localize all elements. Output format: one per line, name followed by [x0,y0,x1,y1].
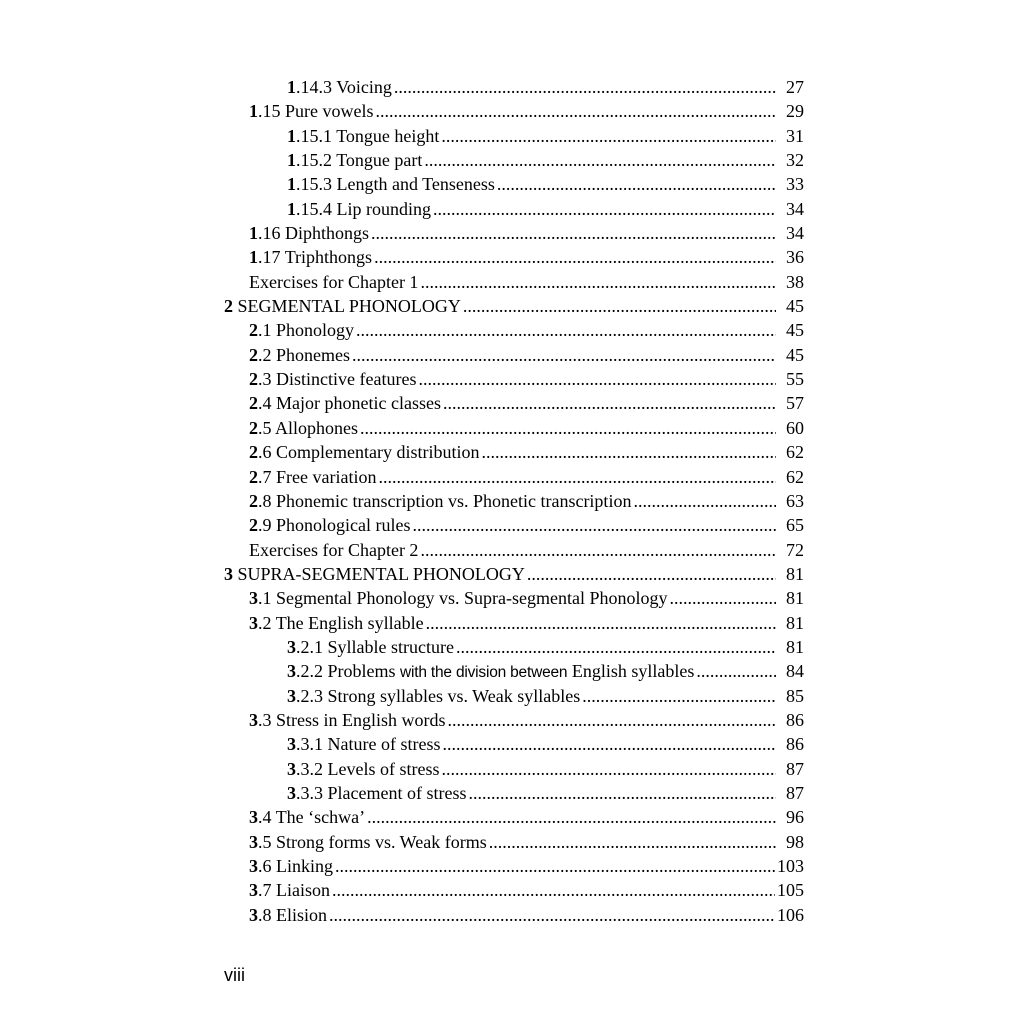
toc-entry-subnumber: .3 [258,369,272,390]
toc-entry [224,148,804,172]
toc-entry-number: 3 [224,563,233,584]
toc-entry-title [249,416,358,440]
toc-entry-text: Stress in English words [276,709,446,730]
toc-entry [224,586,804,610]
toc-entry-title [249,903,327,927]
toc-entry-title [287,148,422,172]
toc-entry-subnumber: .2 [258,344,272,365]
toc-entry-title [287,75,392,99]
toc-entry-subnumber: .2.3 [296,685,323,706]
toc-entry-text-tail: English syllables [567,661,695,682]
toc-entry-subnumber: .3.2 [296,758,323,779]
toc-entry-text: Phonemic transcription vs. Phonetic transcription [276,490,632,511]
toc-entry-page: 45 [786,296,804,317]
toc-entry-text: Allophones [275,417,359,438]
toc-entry-number: 2 [249,417,258,438]
toc-entry-number: 2 [249,466,258,487]
toc-entry-text: Linking [276,856,333,876]
toc-entry-subnumber: .2 [258,612,272,633]
toc-entry-number: 2 [249,320,258,341]
toc-entry-page: 33 [786,174,804,195]
toc-entry [224,830,804,854]
toc-entry-text: Lip rounding [336,198,431,219]
dot-leader [352,343,776,367]
dot-leader [456,635,776,659]
toc-entry-page: 63 [786,490,804,511]
toc-entry [224,854,804,878]
toc-entry [224,611,804,635]
dot-leader [468,781,776,805]
toc-entry [224,708,804,732]
toc-entry-subnumber: .4 [258,807,272,828]
toc-entry [224,367,804,391]
toc-entry-subnumber: .3 [258,709,272,730]
toc-entry-text: Levels of stress [327,758,440,779]
toc-entry [224,562,804,586]
toc-entry-title [249,489,631,513]
toc-entry-number: 3 [249,904,258,925]
dot-leader [376,99,777,123]
toc-entry-subnumber: .7 [258,466,272,487]
toc-entry [224,757,804,781]
dot-leader [426,611,776,635]
toc-entry [224,270,804,294]
dot-leader [442,732,776,756]
toc-entry-text: The English syllable [275,612,424,633]
toc-entry-number: 1 [287,125,296,146]
toc-entry-subnumber: .15.1 [296,125,332,146]
dot-leader [394,75,776,99]
toc-entry-title [249,830,487,854]
toc-entry-title [249,586,667,610]
toc-entry-subnumber: .6 [258,442,272,463]
toc-entry [224,538,804,562]
toc-entry [224,440,804,464]
dot-leader [669,586,776,610]
toc-entry-number: 3 [249,856,258,876]
dot-leader [443,391,776,415]
toc-entry [224,903,804,927]
toc-entry-page: 81 [786,588,804,609]
toc-entry [224,878,804,902]
toc-entry [224,124,804,148]
toc-entry-number: 3 [249,612,258,633]
toc-entry-text: Pure vowels [285,101,374,122]
toc-entry [224,318,804,342]
toc-entry-subnumber: .14.3 [296,77,332,97]
toc-entry-page: 34 [786,198,804,219]
toc-entry-number: 1 [287,77,296,97]
toc-entry-subnumber: .9 [258,515,272,536]
toc-entry-page: 81 [786,612,804,633]
toc-entry [224,416,804,440]
toc-entry-number: 3 [249,807,258,828]
toc-entry-text: Length and Tenseness [336,174,495,195]
toc-entry-title [249,805,365,829]
toc-entry-page: 86 [786,709,804,730]
toc-entry-subnumber: .5 [258,417,272,438]
toc-entry-title [249,465,376,489]
toc-entry-page: 84 [786,661,804,682]
toc-entry-text: Tongue part [336,150,423,171]
toc-entry [224,489,804,513]
toc-entry-number: 3 [249,709,258,730]
toc-entry-page: 36 [786,247,804,268]
toc-entry-number: 1 [287,150,296,171]
toc-entry-page: 62 [786,442,804,463]
toc-entry-text-sans: with the division between [400,664,568,682]
toc-entry-subnumber: .15 [258,101,281,122]
toc-entry-subnumber: .1 [258,588,272,609]
toc-entry-text: Triphthongs [284,247,373,268]
toc-entry-page: 87 [786,782,804,803]
toc-entry-text: Major phonetic classes [276,393,441,414]
toc-entry-text: Phonological rules [276,515,411,536]
toc-entry-title [224,562,525,586]
toc-entry-page: 86 [786,734,804,755]
toc-entry-page: 85 [786,685,804,706]
toc-entry [224,635,804,659]
toc-entry [224,684,804,708]
dot-leader [489,830,776,854]
toc-entry-page: 106 [777,904,804,925]
toc-entry-text: Syllable structure [327,636,454,657]
toc-entry-text: Strong syllables vs. Weak syllables [327,685,581,706]
toc-entry-title [249,245,372,269]
toc-entry [224,781,804,805]
toc-entry-text: Segmental Phonology vs. Supra-segmental Phonology [276,588,668,609]
toc-entry-subnumber: .8 [258,904,272,925]
toc-entry-page: 29 [786,101,804,122]
toc-entry-text: Diphthongs [285,223,370,244]
toc-entry-title [249,878,330,902]
dot-leader [412,513,776,537]
toc-entry-page: 31 [786,125,804,146]
toc-entry-subnumber: .15.3 [296,174,332,195]
toc-entry-text: Free variation [276,466,377,487]
toc-entry-title [249,440,479,464]
toc-entry-subnumber: .5 [258,831,272,852]
toc-entry-page: 60 [786,417,804,438]
dot-leader [696,659,776,683]
dot-leader [433,197,776,221]
toc-entry-title [287,659,694,685]
toc-entry-number: 2 [249,490,258,511]
toc-entry-page: 72 [786,539,804,560]
toc-entry [224,99,804,123]
toc-entry-number: 2 [249,344,258,365]
toc-entry-title [287,635,454,659]
toc-entry-title [249,538,418,562]
toc-entry-text: Distinctive features [276,369,417,390]
toc-entry-text: Phonemes [276,344,350,365]
toc-entry-page: 32 [786,150,804,171]
toc-entry-text: Strong forms vs. Weak forms [276,831,487,852]
toc-entry-title [287,124,439,148]
dot-leader [374,245,776,269]
toc-entry-subnumber: .3.1 [296,734,323,755]
toc-entry-text: Exercises for Chapter 1 [249,271,419,292]
dot-leader [441,757,776,781]
toc-entry [224,75,804,99]
dot-leader [497,172,776,196]
toc-entry-subnumber: .15.2 [296,150,332,171]
toc-entry-title [249,221,369,245]
toc-entry-page: 27 [786,77,804,97]
dot-leader [448,708,776,732]
toc-entry-page: 62 [786,466,804,487]
dot-leader [371,221,776,245]
toc-entry-title [249,99,374,123]
toc-entry [224,221,804,245]
toc-entry-number: 3 [287,685,296,706]
toc-entry-text: Placement of stress [327,782,467,803]
toc-entry-text: Complementary distribution [276,442,480,463]
toc-entry [224,172,804,196]
toc-entry-subnumber: .7 [258,880,272,901]
toc-entry-title [249,611,424,635]
toc-entry-page: 87 [786,758,804,779]
toc-entry-title [287,197,431,221]
toc-entry [224,732,804,756]
toc-entry-title [249,513,410,537]
dot-leader [582,684,776,708]
toc-entry [224,513,804,537]
toc-entry-text: SEGMENTAL PHONOLOGY [237,296,461,317]
toc-entry-subnumber: .6 [258,856,272,876]
toc-entry-title [287,172,495,196]
toc-entry-page: 81 [786,636,804,657]
table-of-contents [224,75,804,927]
toc-entry-text: Problems [327,661,401,682]
toc-entry-title [249,708,446,732]
dot-leader [441,124,776,148]
toc-entry-text: Voicing [336,77,392,97]
toc-entry [224,245,804,269]
toc-entry-title [249,318,354,342]
page-number: viii [224,965,245,985]
toc-entry-subnumber: .2.1 [296,636,323,657]
toc-entry-title [249,367,416,391]
toc-entry-page: 45 [786,320,804,341]
toc-entry-title [287,732,440,756]
toc-entry-page: 98 [786,831,804,852]
dot-leader [356,318,776,342]
toc-entry-subnumber: .15.4 [296,198,332,219]
toc-entry-page: 57 [786,393,804,414]
toc-entry [224,294,804,318]
toc-entry-page: 34 [786,223,804,244]
toc-entry-subnumber: .2.2 [296,661,323,682]
toc-entry-title [287,781,466,805]
toc-entry-number: 3 [287,758,296,779]
toc-entry [224,391,804,415]
toc-entry-subnumber: .8 [258,490,272,511]
toc-entry-page: 45 [786,344,804,365]
toc-entry-text: Nature of stress [327,734,441,755]
dot-leader [367,805,776,829]
toc-entry-number: 2 [249,393,258,414]
toc-entry [224,659,804,683]
dot-leader [420,538,776,562]
toc-entry-title [287,757,439,781]
dot-leader [329,903,775,927]
toc-entry-text: Exercises for Chapter 2 [249,539,419,560]
toc-entry-text: Tongue height [336,125,440,146]
dot-leader [527,562,776,586]
dot-leader [360,416,776,440]
toc-entry-page: 96 [786,807,804,828]
toc-entry-number: 2 [224,296,233,317]
toc-entry-title [249,854,333,878]
toc-entry-page: 81 [786,563,804,584]
toc-entry-subnumber: .1 [258,320,272,341]
toc-entry-text: Elision [276,904,328,925]
dot-leader [332,878,775,902]
toc-entry-title [287,684,580,708]
toc-entry-number: 3 [249,831,258,852]
toc-entry-title [224,294,461,318]
toc-entry-number: 2 [249,442,258,463]
dot-leader [481,440,776,464]
toc-entry [224,197,804,221]
toc-entry-title [249,391,441,415]
toc-entry-page: 38 [786,271,804,292]
toc-entry [224,343,804,367]
toc-entry [224,465,804,489]
dot-leader [335,854,775,878]
dot-leader [378,465,776,489]
toc-entry-number: 3 [287,636,296,657]
toc-entry-title [249,343,350,367]
dot-leader [418,367,776,391]
toc-entry-number: 1 [287,198,296,219]
toc-entry-text: Phonology [276,320,355,341]
toc-entry [224,805,804,829]
toc-entry-number: 3 [249,880,258,901]
toc-entry-page: 103 [777,856,804,876]
toc-entry-text: The ‘schwa’ [275,807,366,828]
toc-entry-number: 1 [249,247,258,268]
toc-entry-number: 1 [249,101,258,122]
toc-entry-subnumber: .17 [258,247,281,268]
toc-entry-page: 55 [786,369,804,390]
toc-entry-text: Liaison [276,880,330,901]
toc-entry-subnumber: .3.3 [296,782,323,803]
toc-entry-page: 105 [777,880,804,901]
dot-leader [424,148,776,172]
toc-entry-number: 3 [249,588,258,609]
toc-entry-title [249,270,418,294]
toc-entry-number: 2 [249,515,258,536]
toc-entry-number: 1 [287,174,296,195]
toc-entry-subnumber: .16 [258,223,281,244]
dot-leader [420,270,776,294]
toc-entry-number: 3 [287,734,296,755]
toc-entry-text: SUPRA-SEGMENTAL PHONOLOGY [237,563,525,584]
dot-leader [463,294,776,318]
toc-entry-number: 2 [249,369,258,390]
dot-leader [633,489,776,513]
toc-entry-number: 3 [287,782,296,803]
toc-entry-subnumber: .4 [258,393,272,414]
toc-entry-number: 1 [249,223,258,244]
toc-entry-number: 3 [287,661,296,682]
toc-entry-page: 65 [786,515,804,536]
